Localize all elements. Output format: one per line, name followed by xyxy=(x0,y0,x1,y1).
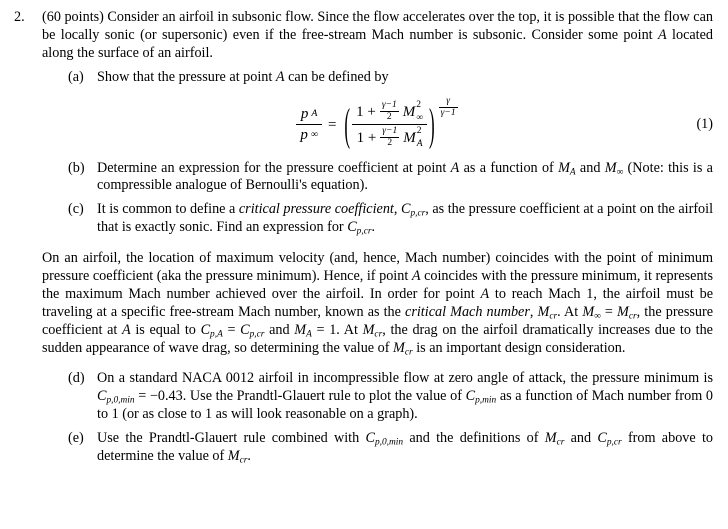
mach-ratio-numerator: 1 + $\frac{\gamma-1}{2}$ M 2 ∞ xyxy=(356,100,423,123)
part-d-label: (d) xyxy=(68,370,85,387)
part-e-label: (e) xyxy=(68,430,84,447)
pressure-ratio-fraction xyxy=(296,104,322,145)
equation-1 xyxy=(42,96,713,154)
gamma-half-fraction-bottom: $\frac{\gamma-1}{2}$ xyxy=(382,126,398,148)
gamma-half-fraction-top: $\frac{\gamma-1}{2}$ xyxy=(381,100,397,123)
part-c-label: (c) xyxy=(68,201,84,218)
mach-ratio-denominator: 1 + $\frac{\gamma-1}{2}$ M 2 A xyxy=(352,124,427,150)
pressure-A: p A xyxy=(300,106,318,123)
right-paren: ) xyxy=(429,98,435,151)
mach-A-squared: M 2 A xyxy=(403,126,423,149)
part-e xyxy=(42,430,713,466)
part-b xyxy=(42,160,713,196)
part-c xyxy=(42,201,713,237)
intro-paragraph: (60 points) Consider an airfoil in subsonic flow. Since the flow accelerates over the top, it is possible that the flow can be locally sonic (or supersonic) even if the free-stream Mach number is subsonic. Consider some point A located along the surface of an airfoil. xyxy=(42,9,713,61)
equation-number: (1) xyxy=(696,115,713,132)
part-e-text: Use the Prandtl-Glauert rule combined with $C_{p,0,min}$ and the definitions of $M_{cr}$ and $C_{p,cr}$ from above to determine the value of $M_{cr}$. xyxy=(97,430,713,466)
mach-infinity-squared: M 2 ∞ xyxy=(402,100,423,123)
equation-1-body xyxy=(296,96,458,151)
part-a xyxy=(42,69,713,87)
part-b-label: (b) xyxy=(68,159,85,176)
exponent-fraction: γ γ−1 xyxy=(440,96,456,119)
part-a-text: Show that the pressure at point A can be defined by xyxy=(97,68,389,85)
critical-mach-paragraph: On an airfoil, the location of maximum velocity (and, hence, Mach number) coincides with the point of minimum pressure coefficient (aka the pressure minimum). Hence, if point A coincides with the pressure minimum, it represents the maximum Mach number achieved over the airfoil. In order for point A to reach Mach 1, the airfoil must be traveling at a specific free-stream Mach number, known as the critical Mach number, $M_{cr}$. At $M_\infty = M_{cr}$, the pressure coefficient at A is equal to $C_{p,A} = C_{p,cr}$ and $M_A = 1$. At $M_{cr}$, the drag on the airfoil dramatically increases due to the sudden appearance of wave drag, so determining the value of $M_{cr}$ is an important design consideration. xyxy=(42,250,714,358)
mach-ratio-fraction xyxy=(352,99,427,150)
problem-body xyxy=(42,9,713,466)
part-b-text: Determine an expression for the pressure coefficient at point A as a function of $M_A$ and $M_\infty$ (Note: this is a compressible analogue of Bernoulli's equation). xyxy=(97,159,713,194)
problem-number: 2. xyxy=(14,9,25,25)
problem-2 xyxy=(14,9,713,466)
equals-sign: = xyxy=(327,116,337,133)
part-a-label: (a) xyxy=(68,68,84,85)
left-paren: ( xyxy=(344,98,351,151)
part-d xyxy=(42,370,713,424)
pressure-infinity: p ∞ xyxy=(296,124,322,145)
part-d-text: On a standard NACA 0012 airfoil in incompressible flow at zero angle of attack, the pressure minimum is $C_{p,0,min} = -0.43$. Use the Prandtl-Glauert rule to plot the value of $C_{p,min}$ as a function of Mach number from 0 to 1 (or as close to 1 as will look reasonable on a graph). xyxy=(97,370,714,423)
part-c-text: It is common to define a critical pressure coefficient, $C_{p,cr}$, as the pressure coefficient at a point on the airfoil that is exactly sonic. Find an expression for $C_{p,cr}$. xyxy=(97,201,714,237)
